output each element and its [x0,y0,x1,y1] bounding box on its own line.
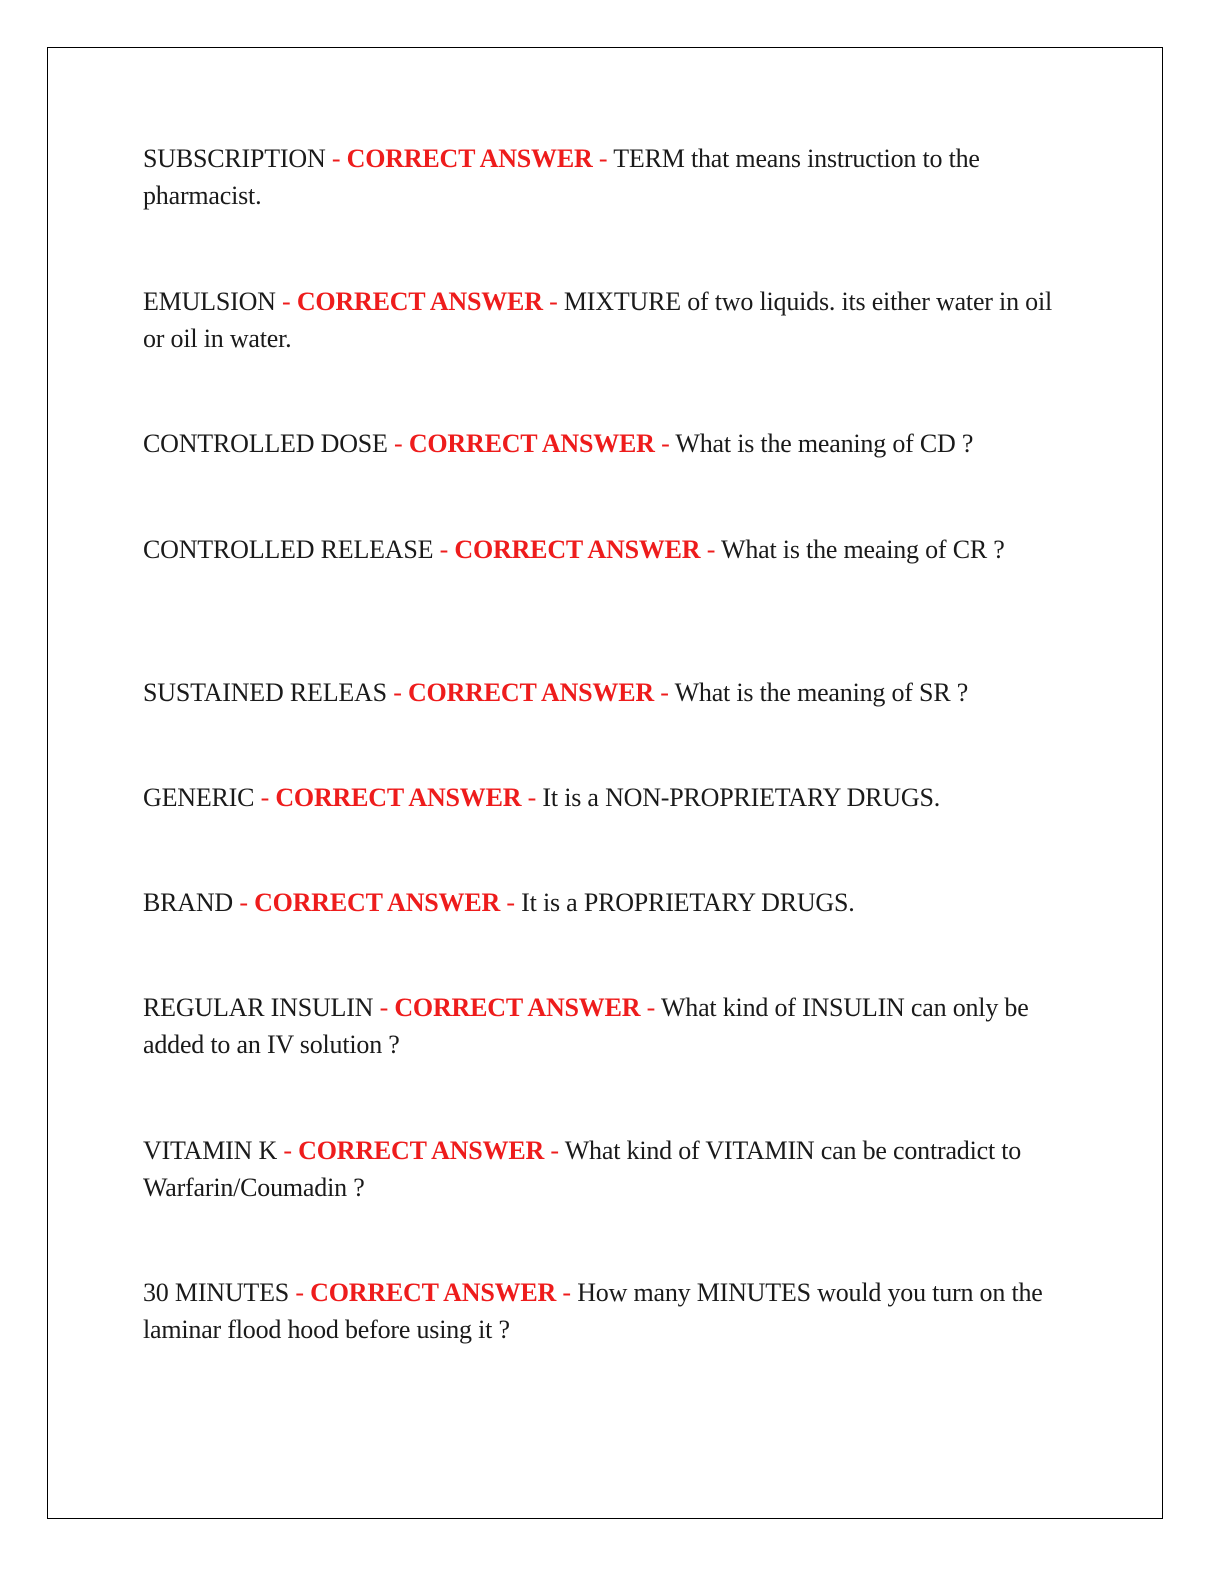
separator: - [661,429,670,458]
separator: - [260,783,270,812]
separator: - [439,535,449,564]
separator: - [239,888,248,917]
separator: - [295,1278,304,1307]
entry-term: GENERIC [143,783,255,812]
flashcard-entry [143,1274,1078,1348]
separator: - [393,678,402,707]
separator: - [527,783,537,812]
entry-definition: What is the meaning of SR ? [674,678,969,707]
entry-definition: How many MINUTES would you turn on the laminar flood hood before using it ? [143,1278,1043,1344]
flashcard-entry [143,1132,1078,1206]
entry-term: SUSTAINED RELEAS [143,678,387,707]
flashcard-entry [143,989,1078,1063]
entry-term: 30 MINUTES [143,1278,290,1307]
separator: - [331,144,341,173]
answer-label: CORRECT ANSWER [310,1278,557,1307]
entry-term: VITAMIN K [143,1136,278,1165]
flashcard-entry [143,140,1078,214]
answer-label: CORRECT ANSWER [408,429,655,458]
answer-label: CORRECT ANSWER [275,783,522,812]
answer-label: CORRECT ANSWER [346,144,593,173]
entry-term: CONTROLLED RELEASE [143,535,434,564]
separator: - [562,1278,571,1307]
entry-definition: TERM that means instruction to the pharmacist. [143,144,980,210]
entry-definition: It is a NON-PROPRIETARY DRUGS. [542,783,941,812]
entry-term: SUBSCRIPTION [143,144,326,173]
entry-term: EMULSION [143,287,276,316]
flashcard-entry [143,531,1078,568]
flashcard-entry [143,674,1078,711]
separator: - [646,993,656,1022]
separator: - [706,535,716,564]
separator: - [598,144,608,173]
separator: - [283,1136,292,1165]
entry-term: REGULAR INSULIN [143,993,374,1022]
answer-label: CORRECT ANSWER [296,287,543,316]
entry-term: CONTROLLED DOSE [143,429,388,458]
answer-label: CORRECT ANSWER [298,1136,545,1165]
separator: - [549,287,558,316]
flashcard-entry [143,425,1078,462]
separator: - [660,678,669,707]
separator: - [394,429,403,458]
entry-definition: What is the meaning of CD ? [675,429,974,458]
entry-definition: It is a PROPRIETARY DRUGS. [521,888,855,917]
flashcard-entry [143,884,1078,921]
entry-definition: MIXTURE of two liquids. its either water in oil or oil in water. [143,287,1053,353]
answer-label: CORRECT ANSWER [394,993,641,1022]
entry-term: BRAND [143,888,234,917]
answer-label: CORRECT ANSWER [407,678,654,707]
answer-label: CORRECT ANSWER [454,535,701,564]
flashcard-entry [143,283,1078,357]
separator: - [506,888,515,917]
separator: - [379,993,389,1022]
flashcard-entry [143,779,1078,816]
entry-definition: What is the meaing of CR ? [721,535,1005,564]
separator: - [550,1136,559,1165]
separator: - [282,287,291,316]
entry-definition: What kind of INSULIN can only be added to an IV solution ? [143,993,1029,1059]
answer-label: CORRECT ANSWER [254,888,501,917]
entry-definition: What kind of VITAMIN can be contradict to Warfarin/Coumadin ? [143,1136,1022,1202]
